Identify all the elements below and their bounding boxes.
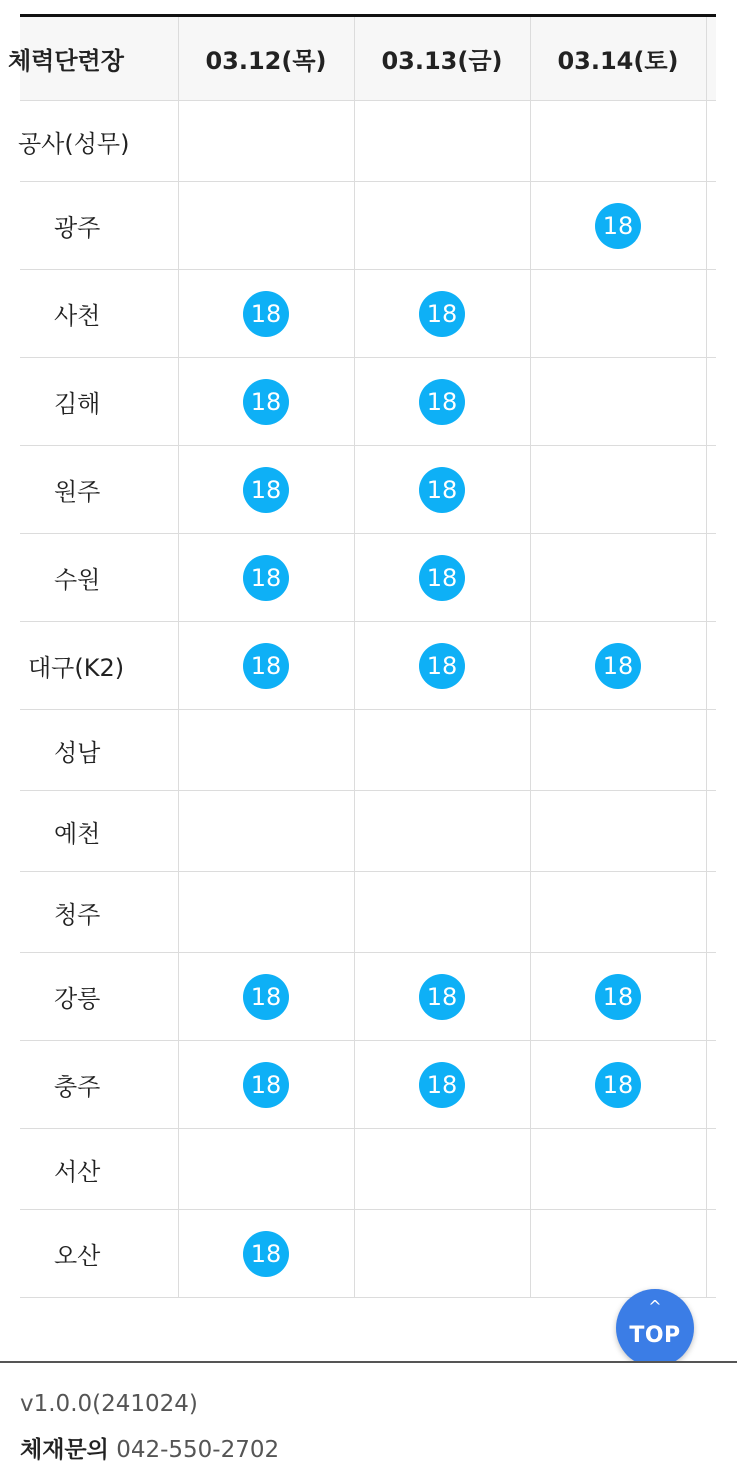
availability-badge[interactable]: 18 xyxy=(243,379,289,425)
date-cell-3 xyxy=(530,622,706,710)
date-cell-2 xyxy=(354,101,530,182)
availability-badge[interactable]: 18 xyxy=(419,1062,465,1108)
date-cell-1 xyxy=(178,1041,354,1129)
availability-badge[interactable]: 18 xyxy=(595,643,641,689)
table-row xyxy=(20,953,716,1041)
scroll-top-button[interactable] xyxy=(616,1289,694,1367)
header-overflow xyxy=(706,17,716,101)
date-cell-1 xyxy=(178,1210,354,1298)
overflow-cell xyxy=(706,622,716,710)
availability-badge[interactable]: 18 xyxy=(595,974,641,1020)
date-cell-2 xyxy=(354,953,530,1041)
date-cell-2 xyxy=(354,872,530,953)
availability-badge[interactable]: 18 xyxy=(595,203,641,249)
contact-label: 체재문의 xyxy=(20,1437,109,1463)
table-row xyxy=(20,270,716,358)
date-cell-3 xyxy=(530,1210,706,1298)
facility-name: 사천 xyxy=(20,270,178,358)
facility-name: 오산 xyxy=(20,1210,178,1298)
overflow-cell xyxy=(706,1210,716,1298)
availability-badge[interactable]: 18 xyxy=(419,643,465,689)
date-cell-3 xyxy=(530,270,706,358)
date-cell-3 xyxy=(530,534,706,622)
header-date-3: 03.14(토) xyxy=(530,17,706,101)
scroll-top-label: TOP xyxy=(629,1323,681,1348)
date-cell-3 xyxy=(530,182,706,270)
date-cell-3 xyxy=(530,446,706,534)
reservation-table xyxy=(8,14,716,1298)
table-row xyxy=(20,1129,716,1210)
facility-name: 서산 xyxy=(20,1129,178,1210)
availability-badge[interactable]: 18 xyxy=(419,555,465,601)
date-cell-3 xyxy=(530,791,706,872)
date-cell-1 xyxy=(178,270,354,358)
date-cell-1 xyxy=(178,1129,354,1210)
date-cell-1 xyxy=(178,534,354,622)
table-row xyxy=(20,1041,716,1129)
date-cell-2 xyxy=(354,358,530,446)
chevron-up-icon: ^ xyxy=(648,1297,662,1316)
overflow-cell xyxy=(706,1129,716,1210)
date-cell-2 xyxy=(354,1129,530,1210)
overflow-cell xyxy=(706,791,716,872)
date-cell-3 xyxy=(530,1129,706,1210)
facility-name: 공사(성무) xyxy=(20,101,178,182)
table-row xyxy=(20,182,716,270)
date-cell-2 xyxy=(354,534,530,622)
availability-badge[interactable]: 18 xyxy=(243,643,289,689)
header-facility: 체력단련장 xyxy=(20,17,178,101)
header-date-2: 03.13(금) xyxy=(354,17,530,101)
facility-name: 청주 xyxy=(20,872,178,953)
facility-name: 충주 xyxy=(20,1041,178,1129)
availability-badge[interactable]: 18 xyxy=(419,291,465,337)
overflow-cell xyxy=(706,270,716,358)
availability-badge[interactable]: 18 xyxy=(243,1062,289,1108)
facility-name: 수원 xyxy=(20,534,178,622)
table-row xyxy=(20,622,716,710)
overflow-cell xyxy=(706,182,716,270)
app-version: v1.0.0(241024) xyxy=(20,1391,198,1417)
availability-badge[interactable]: 18 xyxy=(419,467,465,513)
availability-badge[interactable]: 18 xyxy=(243,1231,289,1277)
date-cell-1 xyxy=(178,446,354,534)
facility-name: 광주 xyxy=(20,182,178,270)
date-cell-2 xyxy=(354,1041,530,1129)
overflow-cell xyxy=(706,1041,716,1129)
facility-name: 대구(K2) xyxy=(20,622,178,710)
date-cell-2 xyxy=(354,270,530,358)
table-header xyxy=(8,17,716,101)
facility-name: 김해 xyxy=(20,358,178,446)
footer xyxy=(0,1361,737,1463)
table-row xyxy=(20,358,716,446)
availability-badge[interactable]: 18 xyxy=(595,1062,641,1108)
table-row xyxy=(20,872,716,953)
table-row xyxy=(20,446,716,534)
facility-name: 원주 xyxy=(20,446,178,534)
date-cell-2 xyxy=(354,710,530,791)
date-cell-3 xyxy=(530,1041,706,1129)
date-cell-3 xyxy=(530,872,706,953)
overflow-cell xyxy=(706,710,716,791)
date-cell-1 xyxy=(178,622,354,710)
date-cell-1 xyxy=(178,872,354,953)
table-row xyxy=(20,791,716,872)
availability-badge[interactable]: 18 xyxy=(243,467,289,513)
date-cell-1 xyxy=(178,791,354,872)
facility-name: 예천 xyxy=(20,791,178,872)
overflow-cell xyxy=(706,358,716,446)
overflow-cell xyxy=(706,872,716,953)
date-cell-1 xyxy=(178,182,354,270)
table-row xyxy=(20,1210,716,1298)
date-cell-2 xyxy=(354,182,530,270)
table-row xyxy=(20,534,716,622)
availability-badge[interactable]: 18 xyxy=(243,974,289,1020)
availability-badge[interactable]: 18 xyxy=(419,379,465,425)
date-cell-2 xyxy=(354,446,530,534)
contact-info xyxy=(20,1431,279,1464)
availability-badge[interactable]: 18 xyxy=(243,291,289,337)
date-cell-1 xyxy=(178,710,354,791)
date-cell-3 xyxy=(530,358,706,446)
date-cell-3 xyxy=(530,710,706,791)
availability-badge[interactable]: 18 xyxy=(419,974,465,1020)
date-cell-1 xyxy=(178,953,354,1041)
overflow-cell xyxy=(706,534,716,622)
header-date-1: 03.12(목) xyxy=(178,17,354,101)
date-cell-1 xyxy=(178,358,354,446)
table-row xyxy=(20,101,716,182)
date-cell-1 xyxy=(178,101,354,182)
date-cell-2 xyxy=(354,622,530,710)
date-cell-3 xyxy=(530,101,706,182)
date-cell-3 xyxy=(530,953,706,1041)
overflow-cell xyxy=(706,446,716,534)
table-body xyxy=(20,101,716,1298)
overflow-cell xyxy=(706,953,716,1041)
date-cell-2 xyxy=(354,1210,530,1298)
overflow-cell xyxy=(706,101,716,182)
availability-badge[interactable]: 18 xyxy=(243,555,289,601)
contact-number[interactable]: 042-550-2702 xyxy=(116,1437,280,1463)
facility-name: 성남 xyxy=(20,710,178,791)
facility-name: 강릉 xyxy=(20,953,178,1041)
table-row xyxy=(20,710,716,791)
date-cell-2 xyxy=(354,791,530,872)
